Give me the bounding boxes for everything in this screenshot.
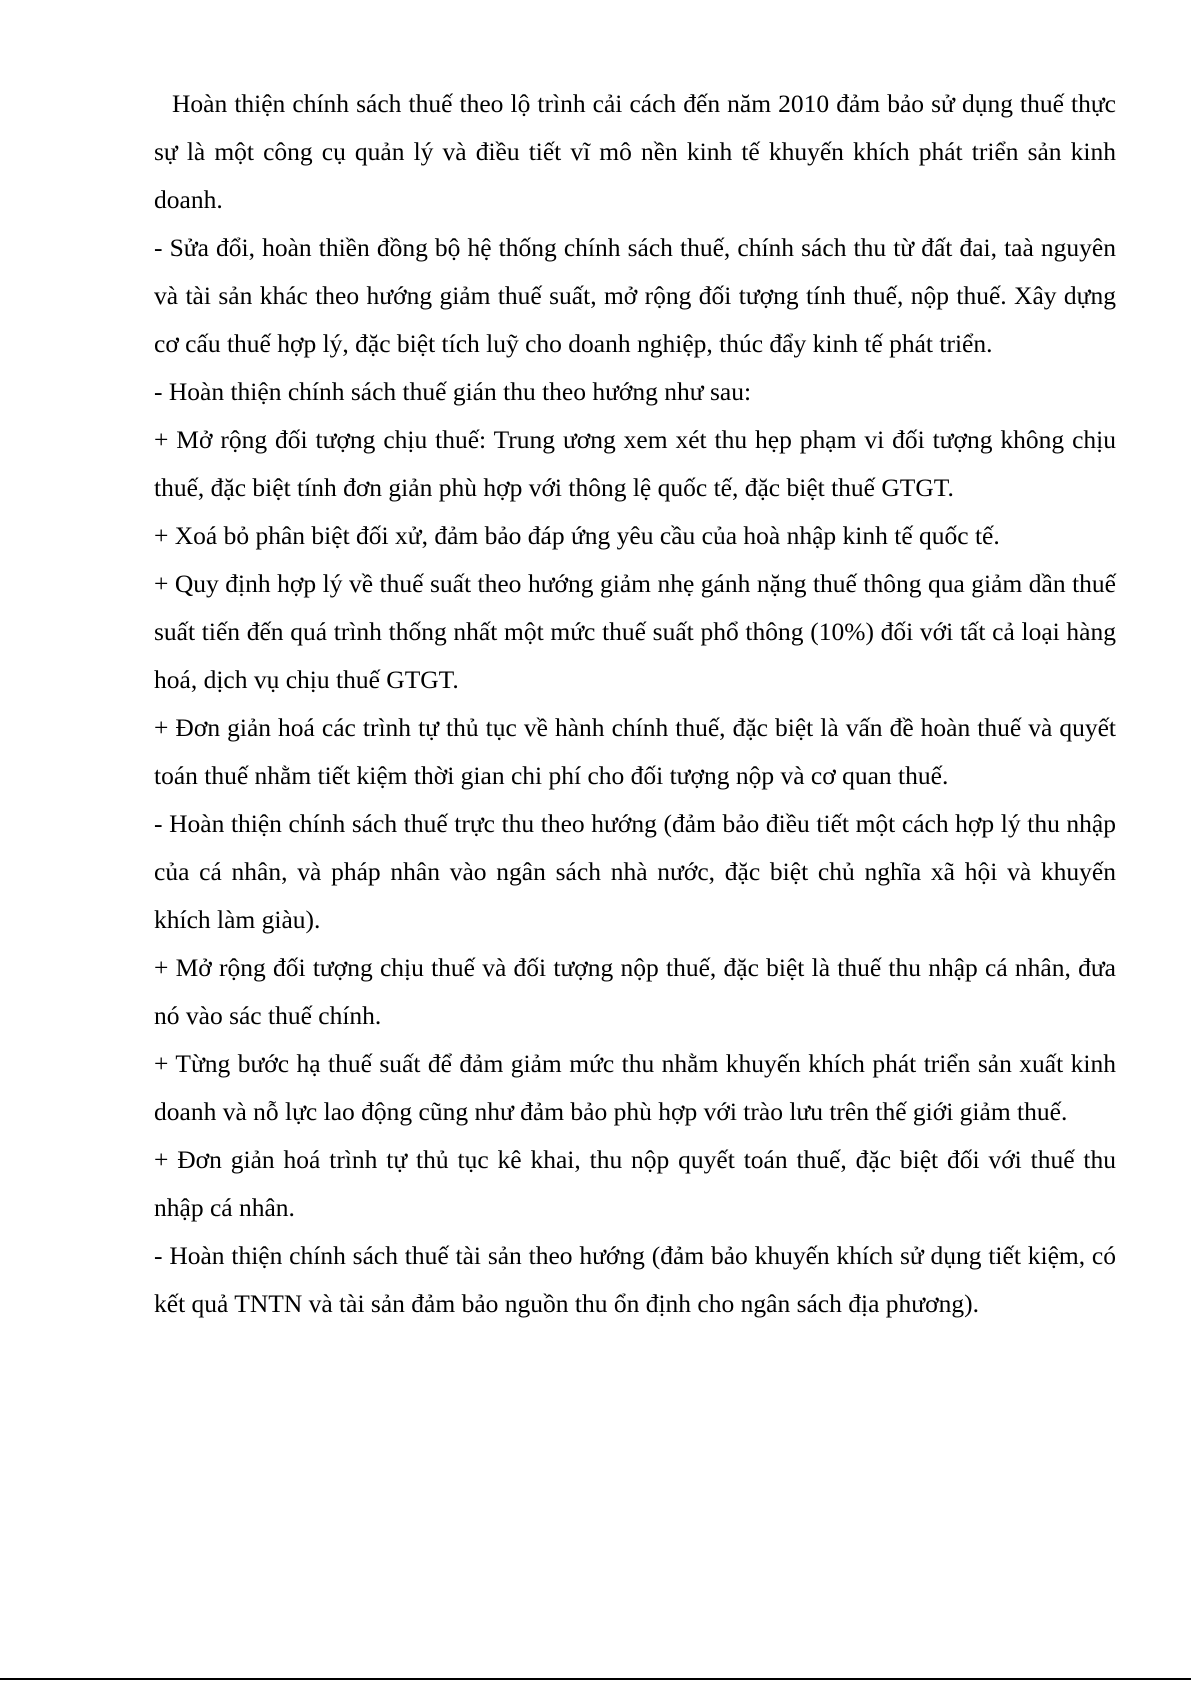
paragraph-simplify-declaration: + Đơn giản hoá trình tự thủ tục kê khai, thu nộp quyết toán thuế, đặc biệt đối với thuế thu nhập cá nhân. <box>154 1145 1116 1222</box>
paragraph-indirect-tax-heading: - Hoàn thiện chính sách thuế gián thu theo hướng như sau: <box>154 377 752 406</box>
paragraph-property-tax-heading: - Hoàn thiện chính sách thuế tài sản theo hướng (đảm bảo khuyến khích sử dụng tiết kiệm, có kết quả TNTN và tài sản đảm bảo nguồn thu ổn định cho ngân sách địa phương). <box>154 1241 1116 1318</box>
paragraph-expand-taxable-objects: + Mở rộng đối tượng chịu thuế: Trung ương xem xét thu hẹp phạm vi đối tượng không chịu thuế, đặc biệt tính đơn giản phù hợp với thông lệ quốc tế, đặc biệt thuế GTGT. <box>154 425 1116 502</box>
paragraph-direct-tax-heading: - Hoàn thiện chính sách thuế trực thu theo hướng (đảm bảo điều tiết một cách hợp lý thu nhập của cá nhân, và pháp nhân vào ngân sách nhà nước, đặc biệt chủ nghĩa xã hội và khuyến khích làm giàu). <box>154 809 1116 934</box>
paragraph-expand-taxpayers: + Mở rộng đối tượng chịu thuế và đối tượng nộp thuế, đặc biệt là thuế thu nhập cá nhân, đưa nó vào sác thuế chính. <box>154 953 1116 1030</box>
paragraph-simplify-procedures: + Đơn giản hoá các trình tự thủ tục về hành chính thuế, đặc biệt là vấn đề hoàn thuế và quyết toán thuế nhằm tiết kiệm thời gian chi phí cho đối tượng nộp và cơ quan thuế. <box>154 713 1116 790</box>
document-page <box>154 80 1116 1328</box>
paragraph-lower-tax-rates: + Từng bước hạ thuế suất để đảm giảm mức thu nhằm khuyến khích phát triển sản xuất kinh doanh và nỗ lực lao động cũng như đảm bảo phù hợp với trào lưu trên thế giới giảm thuế. <box>154 1049 1116 1126</box>
paragraph-tax-policy-revision: - Sửa đổi, hoàn thiền đồng bộ hệ thống chính sách thuế, chính sách thu từ đất đai, taà nguyên và tài sản khác theo hướng giảm thuế suất, mở rộng đối tượng tính thuế, nộp thuế. Xây dựng cơ cấu thuế hợp lý, đặc biệt tích luỹ cho doanh nghiệp, thúc đẩy kinh tế phát triển. <box>154 233 1116 358</box>
paragraph-tax-rate-regulation: + Quy định hợp lý về thuế suất theo hướng giảm nhẹ gánh nặng thuế thông qua giảm dần thuế suất tiến đến quá trình thống nhất một mức thuế suất phổ thông (10%) đối với tất cả loại hàng hoá, dịch vụ chịu thuế GTGT. <box>154 569 1116 694</box>
intro-paragraph: Hoàn thiện chính sách thuế theo lộ trình cải cách đến năm 2010 đảm bảo sử dụng thuế thực sự là một công cụ quản lý và điều tiết vĩ mô nền kinh tế khuyến khích phát triển sản kinh doanh. <box>154 89 1116 214</box>
paragraph-remove-discrimination: + Xoá bỏ phân biệt đối xử, đảm bảo đáp ứng yêu cầu của hoà nhập kinh tế quốc tế. <box>154 521 1000 550</box>
page-bottom-rule <box>0 1678 1191 1680</box>
